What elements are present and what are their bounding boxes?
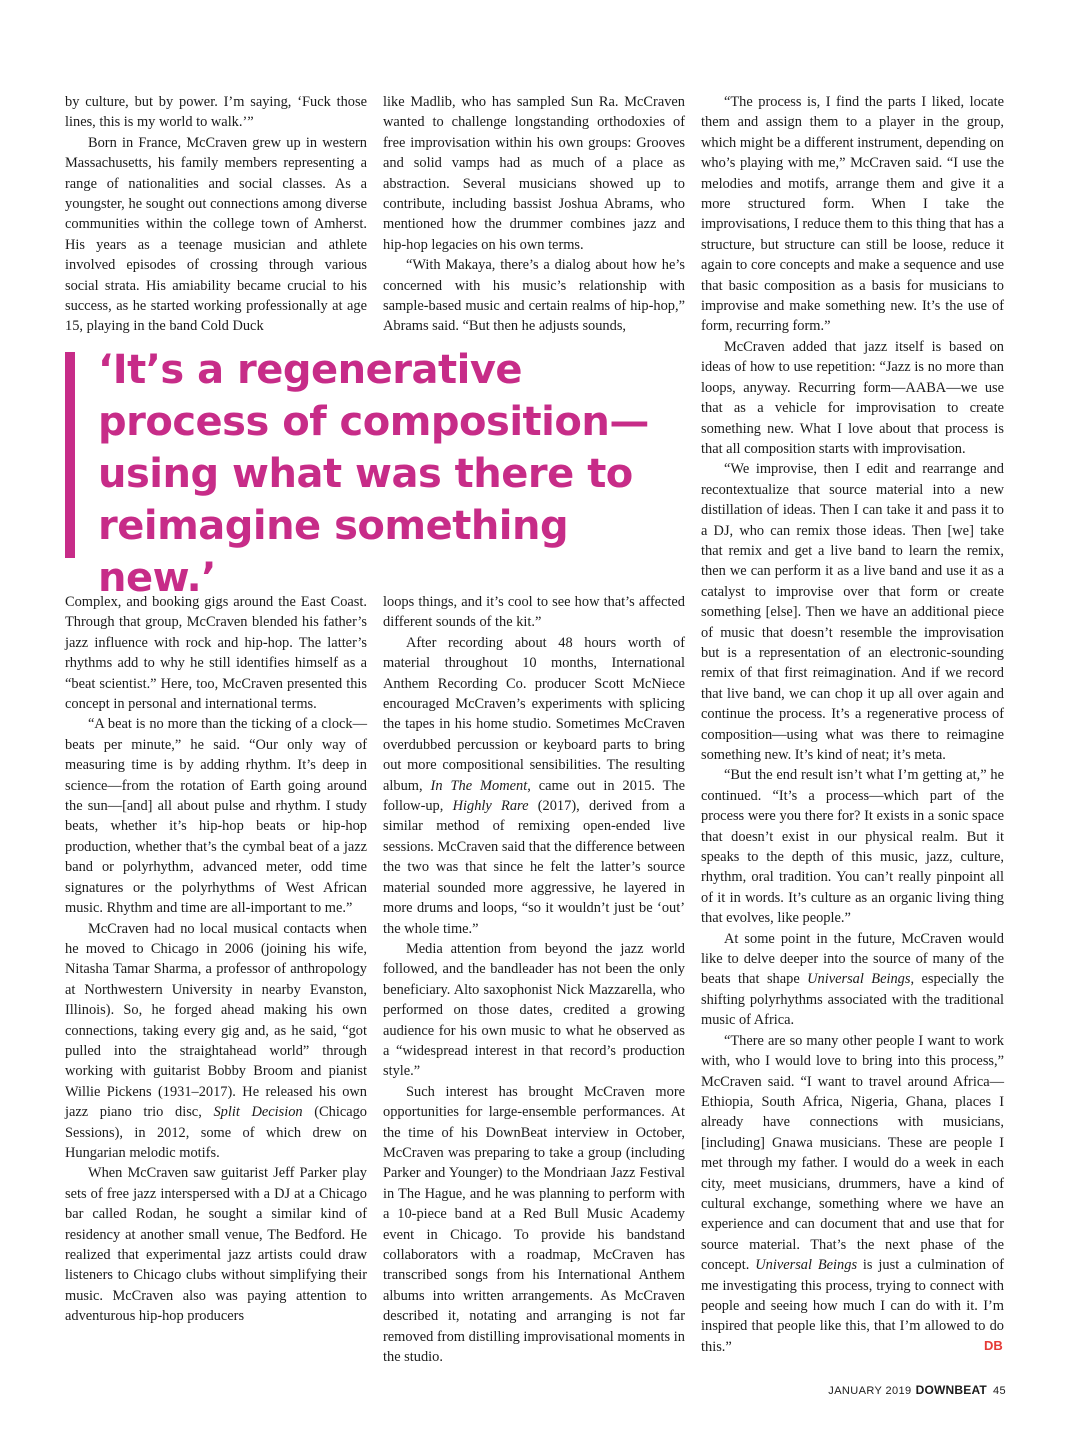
magazine-name: DOWNBEAT (915, 1383, 987, 1397)
paragraph: like Madlib, who has sampled Sun Ra. McCraven wanted to challenge longstanding orthodoxies of free improvisation within his own groups: Grooves and solid vamps had as much of a place as abstraction. Several musicians showed up to contribute, including bassist Joshua Abrams, who mentioned how the drummer combines jazz and hip-hop legacies on his own terms. (383, 94, 685, 253)
album-title: Highly Rare (452, 798, 529, 815)
page-number: 45 (992, 1385, 1006, 1397)
paragraph-text: After recording about 48 hours worth of material throughout 10 months, International Anthem Recording Co. producer Scott McNiece encouraged McCraven’s experiments with splicing the tapes in his home studio. Sometimes McCraven overdubbed percussion or keyboard parts to bring out more compositional sensibilities. The resulting album, (383, 634, 685, 794)
paragraph: “A beat is no more than the ticking of a clock—beats per minute,” he said. “Our only way of measuring time is by adding rhythm. It’s deep in science—from the rotation of Earth going around the sun—[and] all about pulse and rhythm. I study beats, whether it’s hip-hop beats or hip-hop production, whether that’s the cymbal beat of a jazz band or polyrhythm, advanced meter, odd time signatures or the polyrhythms of West African music. Rhythm and time are all-important to me.” (65, 716, 367, 917)
paragraph (701, 929, 1004, 1031)
paragraph (65, 919, 367, 1164)
issue-date: JANUARY 2019 (828, 1385, 912, 1397)
article-column-3 (701, 92, 1004, 1357)
paragraph (701, 1031, 1004, 1358)
paragraph: Such interest has brought McCraven more opportunities for large-ensemble performances. At the time of his DownBeat interview in October, McCraven was preparing to take a group (including Parker and Younger) to the Mondriaan Jazz Festival in The Hague, and he was planning to perform with a 10-piece band at a Red Bull Music Academy event in Chicago. To provide his bandstand collaborators with a roadmap, McCraven has transcribed songs from his International Anthem albums into written arrangements. As McCraven described it, notating and arranging is not far removed from distilling improvisational moments in the studio. (383, 1083, 685, 1366)
page-footer (828, 1383, 1006, 1397)
paragraph: Media attention from beyond the jazz world followed, and the bandleader has not been the only beneficiary. Alto saxophonist Nick Mazzarella, who performed on those dates, credited a growing audience for his own music to what he observed as a “widespread interest in that record’s production style.” (383, 940, 685, 1080)
paragraph-text: At some point in the future, McCraven would like to delve deeper into the source of many of the beats that shape (701, 930, 1004, 988)
paragraph-text: , especially the shifting polyrhythms associated with the traditional music of Africa. (701, 971, 1004, 1029)
paragraph: “With Makaya, there’s a dialog about how he’s concerned with his music’s relationship with sample-based music and certain realms of hip-hop,” Abrams said. “But then he adjusts sounds, (383, 257, 685, 335)
paragraph-text: McCraven had no local musical contacts when he moved to Chicago in 2006 (joining his wife, Nitasha Tamar Sharma, a professor of anthropology at Northwestern University in nearby Evanston, Illinois). So, he forged ahead making his own connections, taking every gig and, as he said, “got pulled into the straightahead world” through working with guitarist Bobby Broom and pianist Willie Pickens (1931–2017). He released his own jazz piano trio disc, (65, 920, 367, 1121)
album-title: Universal Beings (755, 1257, 858, 1274)
paragraph-text: , came out in 2015. The follow-up, (383, 777, 685, 815)
article-column-1-bottom (65, 592, 367, 1327)
album-title: Universal Beings (807, 971, 911, 988)
paragraph-text: “There are so many other people I want to work with, who I would love to bring into this process,” McCraven said. “I want to travel around Africa—Ethiopia, South Africa, Nigeria, Ghana, places I already have connections with musicians, [including] Gnawa musicians. These are people I met through my father. I would do a week in each city, meet musicians, drummers, have a kind of cultural exchange, something where we have an experience and can document that and use that for source material. That’s the next phase of the concept. (701, 1032, 1004, 1274)
paragraph: Born in France, McCraven grew up in western Massachusetts, his family members representing a range of nationalities and social classes. As a youngster, he sought out connections among diverse communities within the college town of Amherst. His years as a teenage musician and athlete involved episodes of crossing through various social strata. His amiability became crucial to his success, as he started working professionally at age 15, playing in the band Cold Duck (65, 134, 367, 335)
paragraph: loops things, and it’s cool to see how that’s affected different sounds of the kit.” (383, 594, 685, 631)
article-column-1-top (65, 92, 367, 337)
paragraph-text: (Chicago Sessions), in 2012, some of which drew on Hungarian melodic motifs. (65, 1104, 367, 1161)
paragraph-text: (2017), derived from a similar method of remixing open-ended live sessions. McCraven said that the difference between the two was that since he felt the latter’s source material sounded more aggressive, he layered in more drums and loops, “so it wouldn’t just be ‘out’ the whole time.” (383, 798, 685, 937)
album-title: In The Moment (430, 777, 528, 794)
paragraph-text: is just a culmination of me investigating this process, trying to connect with people and seeing how much I can do with it. I’m inspired that people like this, that I’m allowed to do this.” (701, 1257, 1004, 1355)
paragraph: “The process is, I find the parts I liked, locate them and assign them to a player in the group, which might be a different instrument, depending on who’s playing with me,” McCraven said. “I use the melodies and motifs, arrange them and give it a more structured form. When I take the improvisations, I reduce them to this thing that has a structure, but structure can still be loose, reduce it again to core concepts and make a sequence and use that basic composition as a basis for musicians to improvise and make something new. It’s the use of form, recurring form.” (701, 94, 1004, 335)
pullquote-accent-bar (65, 352, 75, 558)
paragraph: Complex, and booking gigs around the East Coast. Through that group, McCraven blended his father’s jazz influence with rock and hip-hop. The latter’s rhythms add to why he still identifies himself as a “beat scientist.” Here, too, McCraven presented this concept in personal and international terms. (65, 594, 367, 713)
paragraph: When McCraven saw guitarist Jeff Parker play sets of free jazz interspersed with a DJ at a Chicago bar called Rodan, he sought a similar kind of residency at another small venue, The Bedford. He realized that experimental jazz artists could draw listeners to Chicago clubs without simplifying their music. McCraven also was paying attention to adventurous hip-hop producers (65, 1165, 367, 1325)
paragraph: by culture, but by power. I’m saying, ‘Fuck those lines, this is my world to walk.’” (65, 94, 367, 131)
paragraph: “We improvise, then I edit and rearrange and recontextualize that source material into a new distillation of ideas. Then I can take it and pass it to a DJ, who can remix those ideas. Then [we] take that remix and get a live band to learn the remix, then we can perform it as a live band and use it as a catalyst to improvise over that form or create something [else]. Then we have an additional piece of music that doesn’t resemble the improvisation but is a representation of an electronic-sounding remix of that first reimagination. And if we record that live band, we can chop it up all over again and continue the process. It’s a regenerative process of composition—using what was there to reimagine something new. It’s kind of neat; it’s meta. (701, 461, 1004, 763)
paragraph: “But the end result isn’t what I’m getting at,” he continued. “It’s a process—which part of the process were you there for? It exists in a sonic space that doesn’t exist in our physical realm. But it speaks to the depth of this music, jazz, culture, rhythm, oral tradition. You can’t really pinpoint all of it in words. It’s culture as an organic living thing that evolves, like people.” (701, 767, 1004, 927)
article-column-2-top (383, 92, 685, 337)
article-column-2-bottom (383, 592, 685, 1367)
paragraph (383, 633, 685, 939)
paragraph: McCraven added that jazz itself is based on ideas of how to use repetition: “Jazz is no more than loops, anyway. Recurring form—AABA—we use that as a vehicle for improvisation to create something new. What I love about that process is that all composition starts with improvisation. (701, 338, 1004, 457)
end-sign: DB (984, 1338, 1003, 1353)
pullquote: ‘It’s a regenerative process of composition—using what was there to reimagine something new.’ (98, 347, 649, 601)
album-title: Split Decision (213, 1104, 303, 1121)
